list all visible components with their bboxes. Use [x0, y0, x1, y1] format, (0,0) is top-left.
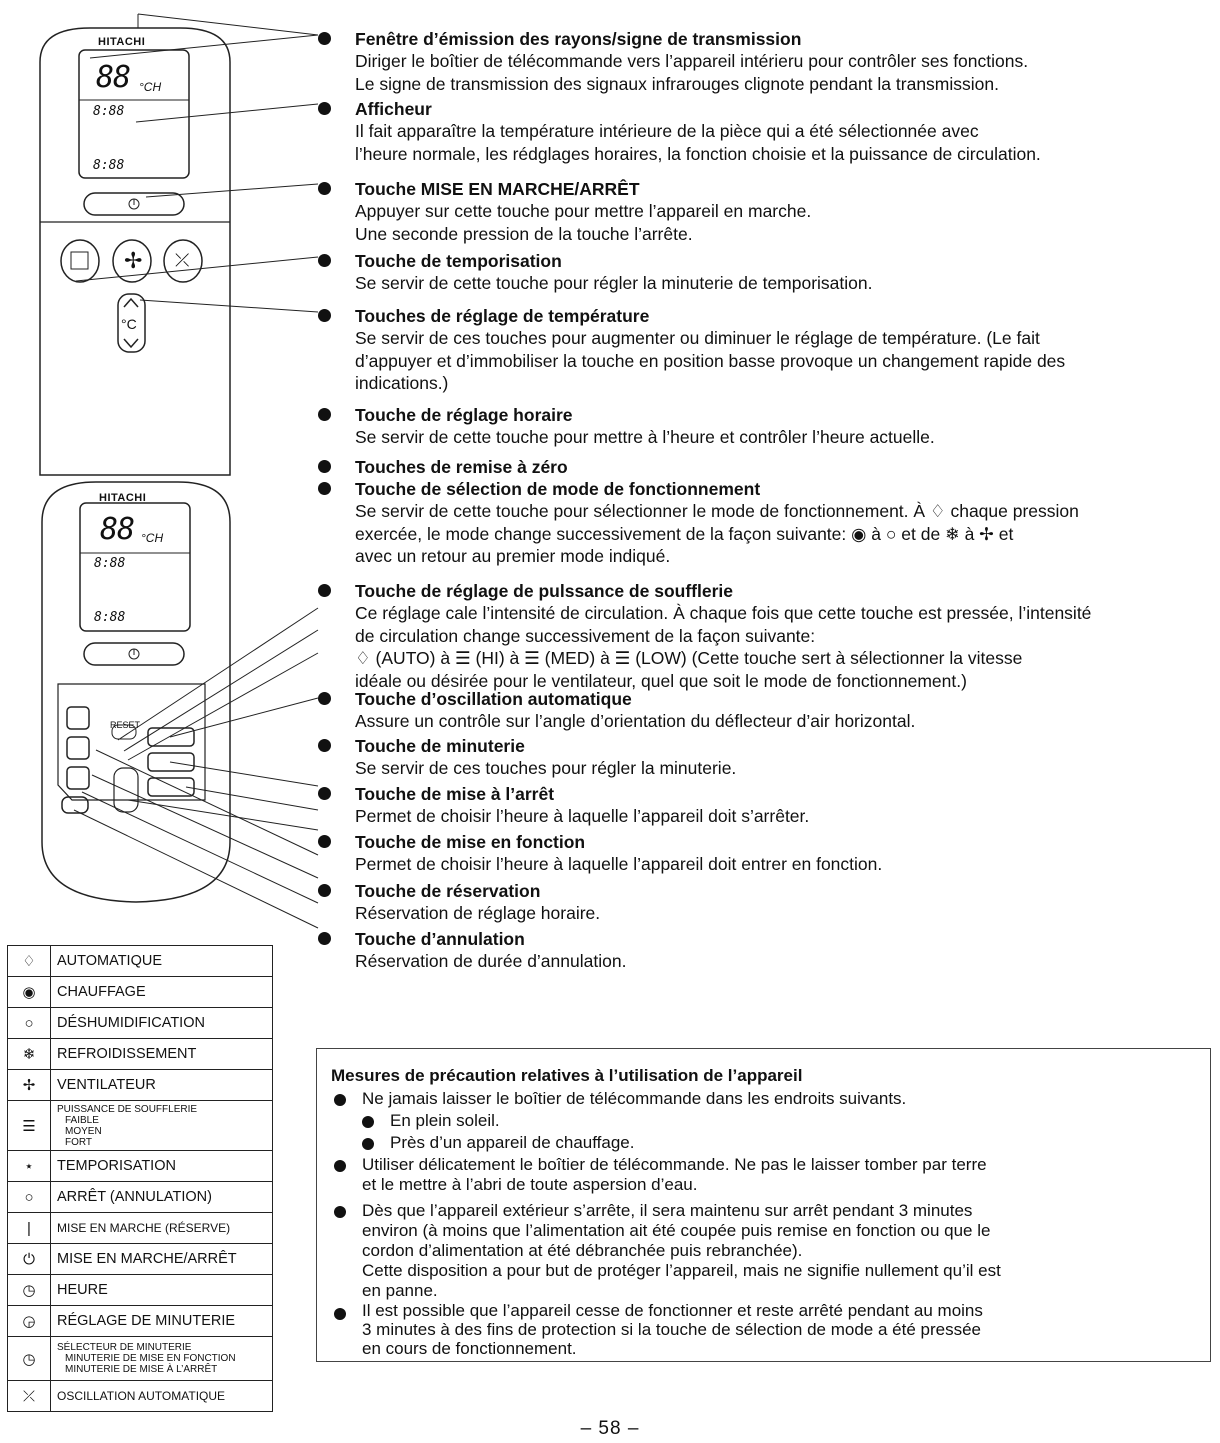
- remote-ch-label-top: °CH: [139, 80, 162, 94]
- legend-symbol-icon: ○: [8, 1182, 51, 1213]
- legend-label: MISE EN MARCHE (RÉSERVE): [51, 1213, 273, 1244]
- legend-row: [8, 1070, 273, 1101]
- legend-label: [51, 1337, 273, 1381]
- entry-title: Fenêtre d’émission des rayons/signe de transmission: [355, 29, 802, 49]
- entry-3: [355, 178, 1215, 245]
- entry-12: [355, 783, 1215, 828]
- legend-row: [8, 1381, 273, 1412]
- entry-title: Touche de réglage horaire: [355, 405, 573, 425]
- entry-title: Afficheur: [355, 99, 432, 119]
- entry-text: d’appuyer et d’immobiliser la touche en position basse provoque un changement rapide des: [355, 350, 1066, 371]
- legend-label: REFROIDISSEMENT: [51, 1039, 273, 1070]
- bullet-icon: [318, 482, 331, 495]
- remote-illustration-top: [0, 0, 330, 480]
- entry-1: [355, 28, 1215, 95]
- entry-text: Une seconde pression de la touche l’arrête.: [355, 223, 693, 244]
- remote-clock-top-1: 8:88: [93, 104, 125, 119]
- legend-row: [8, 1213, 273, 1244]
- legend-label: VENTILATEUR: [51, 1070, 273, 1101]
- bullet-icon: [318, 584, 331, 597]
- entry-title: Touche d’oscillation automatique: [355, 689, 632, 709]
- entry-title: Touche de réservation: [355, 881, 541, 901]
- legend-label: [51, 1101, 273, 1151]
- precautions-box: [316, 1048, 1211, 1362]
- legend-symbol-icon: ○: [8, 1008, 51, 1039]
- entry-title: Touche de mise à l’arrêt: [355, 784, 555, 804]
- legend-symbol-icon: ◉: [8, 977, 51, 1008]
- entry-text: Réservation de réglage horaire.: [355, 903, 601, 923]
- bullet-icon: [318, 309, 331, 322]
- legend-label: HEURE: [51, 1275, 273, 1306]
- entry-text: Se servir de cette touche pour sélectionner le mode de fonctionnement. À ♢ chaque pression: [355, 501, 1079, 521]
- legend-label-main: SÉLECTEUR DE MINUTERIE: [57, 1342, 192, 1353]
- entry-text: Il fait apparaître la température intérieure de la pièce qui a été sélectionnée avec: [355, 121, 979, 141]
- remote-temp-unit-top: °C: [121, 316, 137, 332]
- legend-sublabel: FAIBLE: [65, 1114, 99, 1126]
- bullet-icon: [318, 787, 331, 800]
- legend-symbol-icon: ◷: [8, 1337, 51, 1381]
- precaution-1: Ne jamais laisser le boîtier de télécommande dans les endroits suivants.: [362, 1089, 907, 1108]
- bullet-icon: [334, 1206, 346, 1218]
- legend-row: [8, 1008, 273, 1039]
- bullet-icon: [318, 254, 331, 267]
- legend-row: [8, 1101, 273, 1151]
- precaution-2: Utiliser délicatement le boîtier de télécommande. Ne pas le laisser tomber par terre et le mettre à l’abri de toute aspersion d’eau.: [362, 1155, 987, 1194]
- legend-symbol-icon: ⏻: [8, 1244, 51, 1275]
- legend-row: [8, 1306, 273, 1337]
- bullet-icon: [318, 102, 331, 115]
- bullet-icon: [334, 1094, 346, 1106]
- entry-text: Se servir de cette touche pour mettre à l’heure et contrôler l’heure actuelle.: [355, 427, 935, 447]
- legend-row: [8, 1337, 273, 1381]
- bullet-icon: [362, 1116, 374, 1128]
- legend-sublabel: MINUTERIE DE MISE À L’ARRÊT: [65, 1364, 218, 1375]
- legend-label: TEMPORISATION: [51, 1151, 273, 1182]
- entry-text: l’heure normale, les rédglages horaires, la fonction choisie et la puissance de circulation.: [355, 143, 1041, 164]
- entry-text: de circulation change successivement de la façon suivante:: [355, 625, 816, 646]
- remote-temp-readout-bottom: 88: [100, 512, 135, 547]
- bullet-icon: [318, 408, 331, 421]
- entry-2: [355, 98, 1215, 165]
- legend-symbol-icon: ◶: [8, 1306, 51, 1337]
- entry-title: Touches de remise à zéro: [355, 457, 568, 477]
- precaution-1a: En plein soleil.: [390, 1111, 500, 1130]
- entry-text: indications.): [355, 373, 449, 393]
- entry-title: Touche MISE EN MARCHE/ARRÊT: [355, 179, 640, 199]
- legend-label: AUTOMATIQUE: [51, 946, 273, 977]
- entry-text: Se servir de cette touche pour régler la minuterie de temporisation.: [355, 273, 873, 293]
- precaution-3: Dès que l’appareil extérieur s’arrête, il sera maintenu sur arrêt pendant 3 minutes environ (à moins que l’alimentation ait été coupée puis remise en fonction ou que le cordon d’alimentation at été débranchée puis rebranchée). Cette disposition a pour but de protéger l’appareil, mais ne signifie nullement qu’il est en panne.: [362, 1201, 1001, 1300]
- legend-symbol-icon: ⋆: [8, 1151, 51, 1182]
- legend-sublabel: FORT: [65, 1136, 93, 1148]
- remote-temp-readout-top: 88: [96, 60, 131, 95]
- bullet-icon: [318, 692, 331, 705]
- entry-title: Touche de réglage de pulssance de soufflerie: [355, 581, 733, 601]
- entry-9: [355, 580, 1215, 692]
- entry-10: [355, 688, 1215, 733]
- remote-clock-bottom-2: 8:88: [94, 610, 126, 625]
- bullet-icon: [334, 1160, 346, 1172]
- entry-text: Permet de choisir l’heure à laquelle l’appareil doit entrer en fonction.: [355, 854, 883, 874]
- entry-text: ♢ (AUTO) à ☰ (HI) à ☰ (MED) à ☰ (LOW) (Cette touche sert à sélectionner la vitesse: [355, 648, 1023, 668]
- legend-symbol-icon: ✢: [8, 1070, 51, 1101]
- swing-icon: ⤫: [175, 250, 190, 270]
- entry-text: Réservation de durée d’annulation.: [355, 951, 627, 971]
- precautions-title: Mesures de précaution relatives à l’utilisation de l’appareil: [331, 1066, 803, 1085]
- bullet-icon: [318, 932, 331, 945]
- remote-clock-bottom-1: 8:88: [94, 556, 126, 571]
- bullet-icon: [318, 32, 331, 45]
- fan-icon: ✢: [124, 248, 143, 273]
- entry-text: exercée, le mode change successivement de la façon suivante: ◉ à ○ et de ❄ à ✢ et: [355, 523, 1014, 544]
- legend-symbol-icon: ❄: [8, 1039, 51, 1070]
- entry-text: Permet de choisir l’heure à laquelle l’appareil doit s’arrêter.: [355, 806, 810, 826]
- legend-symbol-icon: ☰: [8, 1101, 51, 1151]
- legend-sublabel: MINUTERIE DE MISE EN FONCTION: [65, 1353, 236, 1364]
- entry-5: [355, 305, 1215, 395]
- precaution-4: Il est possible que l’appareil cesse de fonctionner et reste arrêté pendant au moins 3 minutes à des fins de protection si la touche de sélection de mode a été pressée en cours de fonctionnement.: [362, 1301, 983, 1358]
- legend-row: [8, 1275, 273, 1306]
- legend-symbol-icon: |: [8, 1213, 51, 1244]
- legend-row: [8, 1151, 273, 1182]
- remote-clock-top-2: 8:88: [93, 158, 125, 173]
- entry-text: avec un retour au premier mode indiqué.: [355, 546, 671, 566]
- entry-15: [355, 928, 1215, 973]
- legend-symbol-icon: ⤫: [8, 1381, 51, 1412]
- legend-row: [8, 1244, 273, 1275]
- entry-13: [355, 831, 1215, 876]
- bullet-icon: [362, 1138, 374, 1150]
- entry-text: Se servir de ces touches pour régler la minuterie.: [355, 758, 737, 778]
- legend-label: MISE EN MARCHE/ARRÊT: [51, 1244, 273, 1275]
- entry-title: Touche de mise en fonction: [355, 832, 586, 852]
- precaution-1b: Près d’un appareil de chauffage.: [390, 1133, 635, 1152]
- legend-label: OSCILLATION AUTOMATIQUE: [51, 1381, 273, 1412]
- bullet-icon: [318, 182, 331, 195]
- entry-7: [355, 456, 1215, 478]
- entry-6: [355, 404, 1215, 449]
- entry-text: Diriger le boîtier de télécommande vers l’appareil intérieru pour contrôler ses fonctions.: [355, 51, 1029, 71]
- remote-brand-bottom: HITACHI: [99, 492, 147, 504]
- entry-4: [355, 250, 1215, 295]
- bullet-icon: [318, 884, 331, 897]
- remote-ch-label-bottom: °CH: [141, 531, 164, 545]
- remote-reset-label: RESET: [110, 720, 141, 730]
- bullet-icon: [318, 460, 331, 473]
- legend-label: CHAUFFAGE: [51, 977, 273, 1008]
- legend-row: [8, 977, 273, 1008]
- entry-text: Assure un contrôle sur l’angle d’orientation du déflecteur d’air horizontal.: [355, 711, 916, 731]
- legend-symbol-icon: ♢: [8, 946, 51, 977]
- entry-title: Touche d’annulation: [355, 929, 525, 949]
- bullet-icon: [318, 739, 331, 752]
- entry-11: [355, 735, 1215, 780]
- bullet-icon: [334, 1308, 346, 1320]
- legend-sublabel: MOYEN: [65, 1125, 102, 1137]
- remote-brand-top: HITACHI: [98, 36, 146, 48]
- page-number: – 58 –: [580, 1418, 640, 1439]
- legend-symbol-icon: ◷: [8, 1275, 51, 1306]
- entry-text: Se servir de ces touches pour augmenter ou diminuer le réglage de température. (Le fait: [355, 328, 1040, 348]
- entry-title: Touche de temporisation: [355, 251, 562, 271]
- legend-label: RÉGLAGE DE MINUTERIE: [51, 1306, 273, 1337]
- entry-text: Ce réglage cale l’intensité de circulation. À chaque fois que cette touche est pressée, l’intensité: [355, 603, 1092, 623]
- legend-label: DÉSHUMIDIFICATION: [51, 1008, 273, 1039]
- legend-row: [8, 946, 273, 977]
- remote-illustration-bottom: [0, 460, 330, 950]
- legend-row: [8, 1039, 273, 1070]
- entry-text: idéale ou désirée pour le ventilateur, quel que soit le mode de fonctionnement.): [355, 670, 967, 691]
- bullet-icon: [318, 835, 331, 848]
- entry-text: Le signe de transmission des signaux infrarouges clignote pendant la transmission.: [355, 73, 999, 94]
- entry-title: Touche de minuterie: [355, 736, 525, 756]
- legend-row: [8, 1182, 273, 1213]
- entry-text: Appuyer sur cette touche pour mettre l’appareil en marche.: [355, 201, 812, 221]
- legend-label-main: PUISSANCE DE SOUFFLERIE: [57, 1103, 198, 1115]
- symbol-legend-table: [7, 945, 273, 1412]
- entry-title: Touche de sélection de mode de fonctionnement: [355, 479, 761, 499]
- entry-title: Touches de réglage de température: [355, 306, 650, 326]
- entry-8: [355, 478, 1215, 568]
- legend-label: ARRÊT (ANNULATION): [51, 1182, 273, 1213]
- entry-14: [355, 880, 1215, 925]
